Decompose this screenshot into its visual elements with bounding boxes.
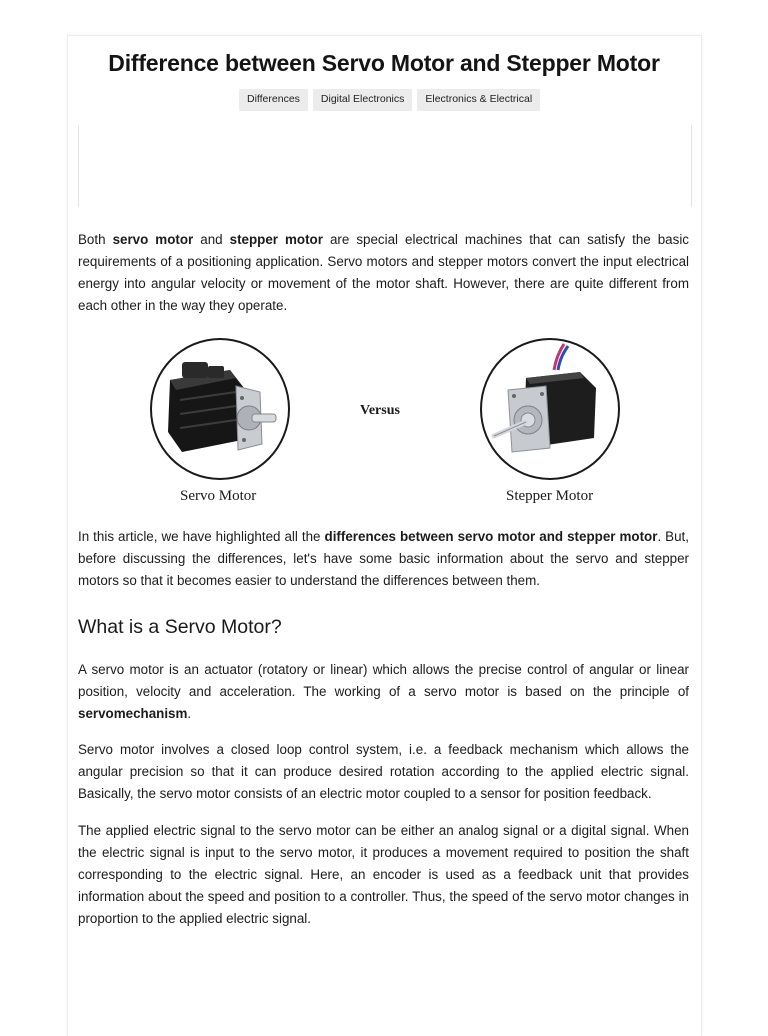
servo-definition-paragraph [78,659,689,725]
comparison-figure [140,333,630,513]
closed-loop-paragraph: Servo motor involves a closed loop control system, i.e. a feedback mechanism which allows the angular precision so that it can produce desired rotation according to the applied electric signal. Basically, the servo motor consists of an electric motor coupled to a sensor for position feedback. [78,742,689,801]
intro-paragraph [78,229,689,317]
signal-paragraph: The applied electric signal to the servo motor can be either an analog signal or a digital signal. When the electric signal is input to the servo motor, it produces a movement required to position the shaft corresponding to the electric signal. Here, an encoder is used as a feedback unit that provides information about the speed and position to a controller. Thus, the speed of the servo motor changes in proportion to the applied electric signal. [78,823,689,926]
servo-motor-illustration [152,340,288,478]
stepper-motor-caption: Stepper Motor [506,488,594,504]
def-bold-servomechanism: servomechanism [78,706,188,721]
intro-text-3: are special electrical machines that can satisfy the basic requirements of a positioning application. Servo motors and stepper motors convert the input electrical energy into angular velocity or movement of the motor shaft. However, there are quite different from each other in the way they operate. [78,232,689,313]
tag-electronics-electrical[interactable]: Electronics & Electrical [417,89,540,111]
intro-bold-servo: servo motor [112,232,194,247]
versus-label: Versus [360,403,400,418]
intro-text-1: Both [78,232,113,247]
highlight-bold: differences between servo motor and stepper motor [324,529,658,544]
tag-list [239,89,540,111]
def-text-2: . [187,706,192,721]
stepper-motor-image [480,338,620,480]
intro-bold-stepper: stepper motor [229,232,323,247]
ad-placeholder [78,125,692,207]
servo-motor-image [150,338,290,480]
highlight-text-2: . But, before discussing the differences, let's have some basic information about the servo and stepper motors so that it becomes easier to understand the differences between them. [78,529,689,588]
intro-text-2: and [193,232,230,247]
highlight-paragraph [78,526,689,592]
highlight-text-1: In this article, we have highlighted all the [78,529,325,544]
section-heading-servo: What is a Servo Motor? [78,616,282,638]
tag-digital-electronics[interactable]: Digital Electronics [313,89,412,111]
page-title: Difference between Servo Motor and Stepper Motor [108,50,660,76]
def-text-1: A servo motor is an actuator (rotatory or linear) which allows the precise control of angular or linear position, velocity and acceleration. The working of a servo motor is based on the principle of [78,662,689,699]
servo-motor-caption: Servo Motor [180,488,257,504]
stepper-motor-illustration [482,340,618,478]
tag-differences[interactable]: Differences [239,89,308,111]
